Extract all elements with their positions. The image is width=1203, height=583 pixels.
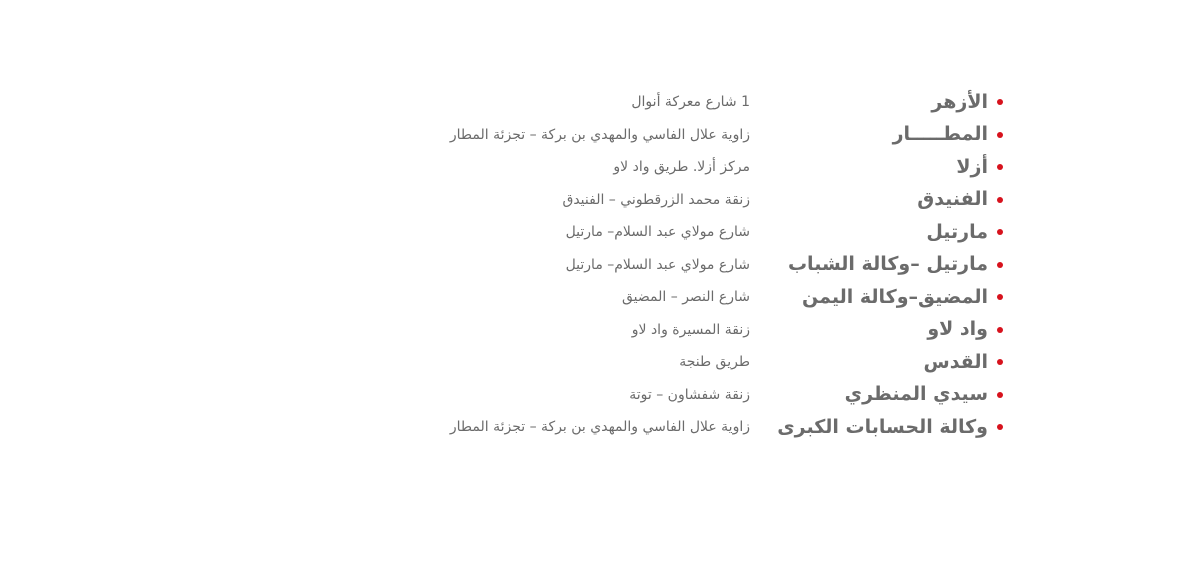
bullet-icon xyxy=(997,262,1003,268)
bullet-icon xyxy=(997,197,1003,203)
branch-address: طريق طنجة xyxy=(679,354,750,371)
list-item xyxy=(360,346,1003,379)
branch-name: أزلا xyxy=(956,155,988,178)
list-item xyxy=(360,216,1003,249)
bullet-icon xyxy=(997,392,1003,398)
list-item xyxy=(360,379,1003,412)
branch-address: زنقة شفشاون – توتة xyxy=(629,386,750,403)
branch-name: سيدي المنظري xyxy=(844,383,988,406)
list-item xyxy=(360,411,1003,444)
branch-address: 1 شارع معركة أنوال xyxy=(631,94,750,111)
branch-name: وكالة الحسابات الكبرى xyxy=(777,415,988,438)
bullet-icon xyxy=(997,359,1003,365)
bullet-icon xyxy=(997,327,1003,333)
branch-name: المطـــــار xyxy=(892,123,988,146)
bullet-icon xyxy=(997,132,1003,138)
branch-address: شارع مولاي عبد السلام– مارتيل xyxy=(565,224,750,241)
bullet-icon xyxy=(997,164,1003,170)
list-item xyxy=(360,281,1003,314)
branch-name: الفنيدق xyxy=(917,188,988,211)
list-item xyxy=(360,184,1003,217)
branch-address: زنقة محمد الزرقطوني – الفنيدق xyxy=(562,191,750,208)
branch-address: زنقة المسيرة واد لاو xyxy=(631,321,750,338)
branch-list xyxy=(360,86,1003,444)
list-item xyxy=(360,86,1003,119)
branch-address: شارع النصر – المضيق xyxy=(622,289,750,306)
bullet-icon xyxy=(997,424,1003,430)
bullet-icon xyxy=(997,294,1003,300)
branch-name: القدس xyxy=(923,350,988,373)
list-item xyxy=(360,119,1003,152)
branch-name: المضيق–وكالة اليمن xyxy=(802,285,988,308)
branch-name: الأزهر xyxy=(931,90,988,113)
branch-name: مارتيل –وكالة الشباب xyxy=(787,253,988,276)
branch-address: زاوية علال الفاسي والمهدي بن بركة – تجزئة المطار xyxy=(449,126,750,143)
list-item xyxy=(360,249,1003,282)
branch-name: واد لاو xyxy=(927,318,988,341)
list-item xyxy=(360,314,1003,347)
branch-address: مركز أزلا. طريق واد لاو xyxy=(613,159,750,176)
bullet-icon xyxy=(997,229,1003,235)
branch-address: زاوية علال الفاسي والمهدي بن بركة – تجزئة المطار xyxy=(449,419,750,436)
list-item xyxy=(360,151,1003,184)
branch-name: مارتيل xyxy=(926,220,988,243)
branch-address: شارع مولاي عبد السلام– مارتيل xyxy=(565,256,750,273)
bullet-icon xyxy=(997,99,1003,105)
